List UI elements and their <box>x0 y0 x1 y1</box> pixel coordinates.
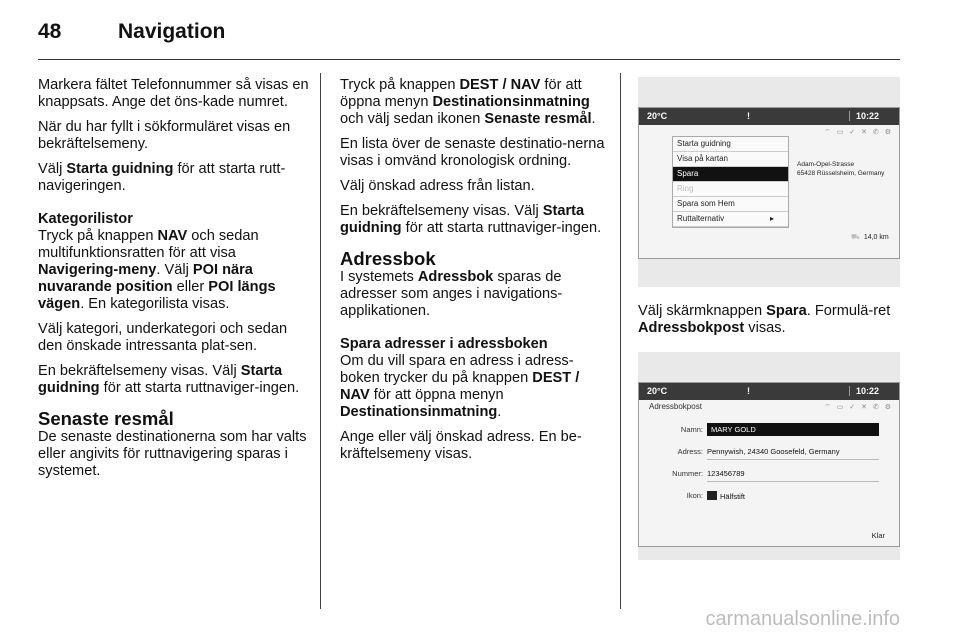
menu-item-spara-som-hem[interactable]: Spara som Hem <box>673 197 788 212</box>
column-1 <box>38 77 310 488</box>
menu-item-ruttalternativ[interactable]: Ruttalternativ ▸ <box>673 212 788 227</box>
field-icon[interactable]: Ikon: Hälfstift <box>686 491 746 501</box>
status-icons: ⌔ ▭ ✓ ✕ ✆ ⚙ <box>824 129 893 136</box>
menu-item-spara[interactable]: Spara <box>673 167 788 182</box>
paragraph: Välj kategori, underkategori och sedan den önskade intressanta plat-sen. <box>38 321 288 354</box>
paragraph: Välj skärmknappen Spara. Formulä-ret Adressbokpost visas. <box>638 303 891 336</box>
paragraph: Tryck på knappen DEST / NAV för att öppna menyn Destinationsinmatning och välj sedan ikonen Senaste resmål. <box>340 77 596 127</box>
temperature: 20°C <box>647 111 668 121</box>
menu-item-starta-guidning[interactable]: Starta guidning <box>673 137 788 152</box>
distance: ⛟ 14,0 km <box>851 234 889 241</box>
paragraph: En bekräftelsemeny visas. Välj Starta guidning för att starta ruttnaviger-ingen. <box>340 203 602 236</box>
name-input[interactable]: MARY GOLD <box>707 423 879 436</box>
field-address[interactable]: Adress: Pennywish, 24340 Goosefeld, Germany <box>639 445 899 459</box>
heading-adressbok: Adressbok <box>340 248 436 269</box>
paragraph: I systemets Adressbok sparas de adresser som anges i navigations-applikationen. <box>340 269 563 319</box>
paragraph: Ange eller välj önskad adress. En be-kräftelsemeny visas. <box>340 429 582 462</box>
status-bar <box>639 108 899 125</box>
icon-selector[interactable]: Hälfstift <box>707 491 745 501</box>
watermark: carmanualsonline.info <box>705 608 900 630</box>
field-number[interactable]: Nummer: 123456789 <box>639 467 899 481</box>
screenshot-confirmation-menu <box>638 77 900 287</box>
chevron-right-icon: ▸ <box>769 214 774 223</box>
pin-icon <box>707 491 717 500</box>
screenshot-address-book-entry <box>638 352 900 560</box>
done-button[interactable]: Klar <box>871 531 885 540</box>
heading-senaste-resmal: Senaste resmål <box>38 408 174 429</box>
paragraph: En bekräftelsemeny visas. Välj Starta guidning för att starta ruttnaviger-ingen. <box>38 363 300 396</box>
screen-title: Adressbokpost <box>649 402 702 411</box>
destination-address: Adam-Opel-Strasse 65428 Rüsselsheim, Germany <box>797 161 885 177</box>
warning-icon: ! <box>747 386 750 396</box>
menu-item-ring: Ring <box>673 182 788 197</box>
section-title: Navigation <box>118 20 226 43</box>
infotainment-screen <box>638 382 900 547</box>
column-divider-2 <box>620 73 621 609</box>
warning-icon: ! <box>747 111 750 121</box>
temperature: 20°C <box>647 386 668 396</box>
paragraph: En lista över de senaste destinatio-nerna visas i omvänd kronologisk ordning. <box>340 136 605 169</box>
clock: 10:22 <box>849 386 879 396</box>
paragraph: När du har fyllt i sökformuläret visas en bekräftelsemeny. <box>38 119 291 152</box>
column-2 <box>340 77 608 471</box>
paragraph: De senaste destinationerna som har valts eller angivits för ruttnavigering sparas i systemet. <box>38 429 307 479</box>
field-name[interactable]: Namn: MARY GOLD <box>639 423 899 437</box>
page-number: 48 <box>38 20 62 43</box>
paragraph: Tryck på knappen NAV och sedan multifunktionsratten för att visa Navigering-meny. Välj POI nära nuvarande position eller POI längs vägen. En kategorilista visas. <box>38 228 276 312</box>
menu-item-visa-pa-kartan[interactable]: Visa på kartan <box>673 152 788 167</box>
paragraph: Markera fältet Telefonnummer så visas en knappsats. Ange det öns-kade numret. <box>38 77 309 110</box>
infotainment-screen <box>638 107 900 259</box>
column-divider-1 <box>320 73 321 609</box>
confirmation-menu <box>672 136 789 228</box>
clock: 10:22 <box>849 111 879 121</box>
paragraph: Välj Starta guidning för att starta rutt-navigeringen. <box>38 161 286 194</box>
subheading-kategorilistor: Kategorilistor <box>38 211 133 227</box>
subheading-spara-adresser: Spara adresser i adressboken <box>340 336 548 352</box>
paragraph: Om du vill spara en adress i adress-boken trycker du på knappen DEST / NAV för att öppna menyn Destinationsinmatning. <box>340 353 580 420</box>
page-header <box>38 16 900 60</box>
address-input[interactable]: Pennywish, 24340 Goosefeld, Germany <box>707 447 840 456</box>
column-3 <box>638 303 906 345</box>
status-bar <box>639 383 899 400</box>
status-icons: ⌔ ▭ ✓ ✕ ✆ ⚙ <box>824 404 893 411</box>
number-input[interactable]: 123456789 <box>707 469 745 478</box>
car-icon: ⛟ <box>851 234 860 241</box>
paragraph: Välj önskad adress från listan. <box>340 178 535 194</box>
